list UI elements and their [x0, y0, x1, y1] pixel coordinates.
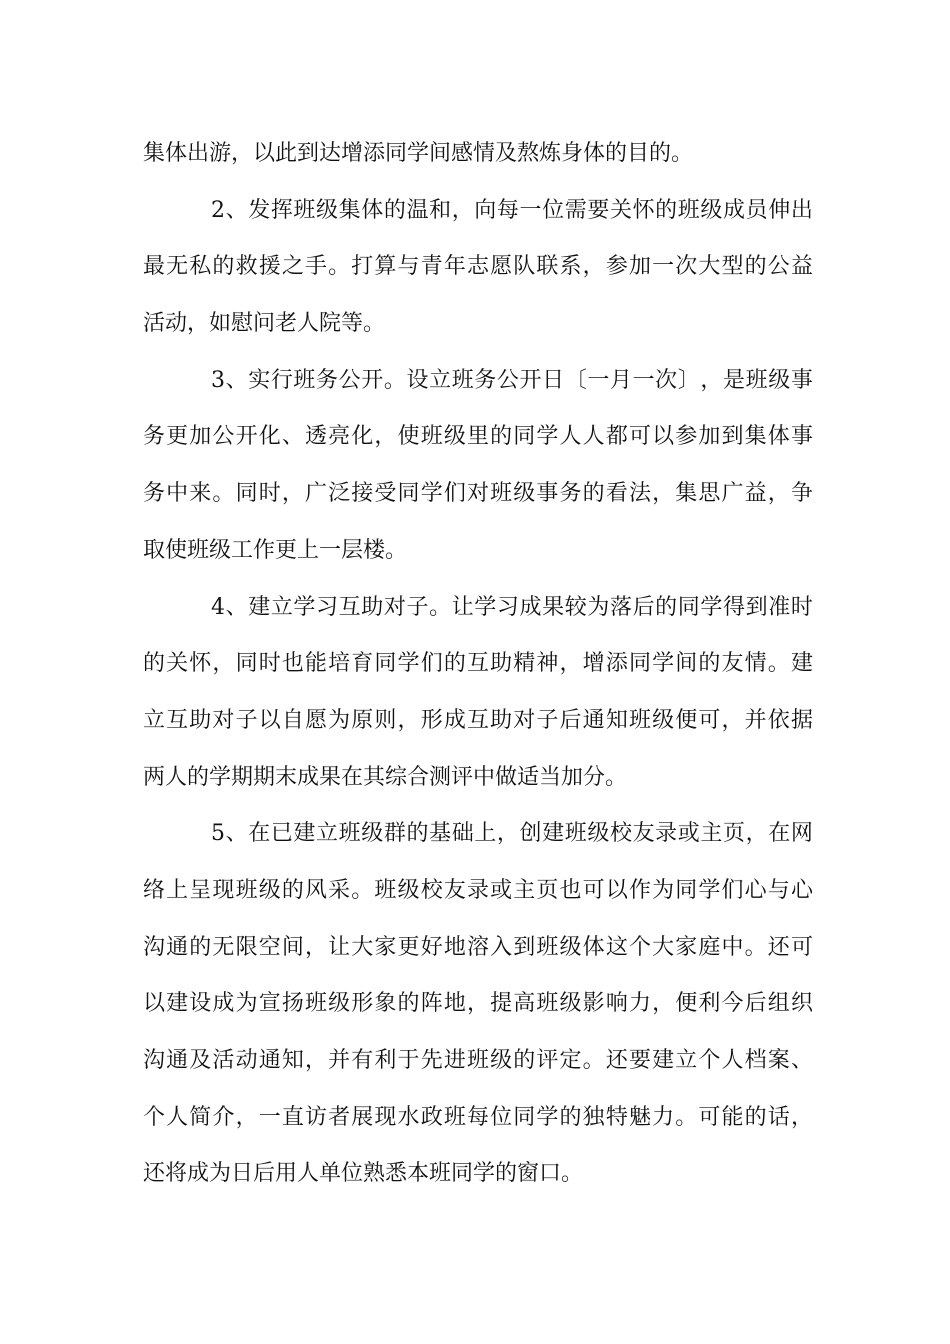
paragraph-3-start: 3 、 实 行 班 务 公 开 。 设 立 班 务 公 开 日 〔 一 月 一 次 〕 ， 是 班 级 事	[211, 367, 813, 393]
text-line: 立 互 助 对 子 以 自 愿 为 原 则 ， 形 成 互 助 对 子 后 通 知 班 级 便 可 ， 并 依 据	[143, 707, 813, 733]
paragraph-4-start: 4 、 建 立 学 习 互 助 对 子 。 让 学 习 成 果 较 为 落 后 的 同 学 得 到 准 时	[211, 594, 813, 620]
body-text	[143, 126, 813, 1203]
text-line: 个 人 简 介 ， 一 直 访 者 展 现 水 政 班 每 位 同 学 的 独 特 魅 力 。 可 能 的 话 ，	[143, 1104, 813, 1130]
text-line: 两人的学期期末成果在其综合测评中做适当加分。	[143, 764, 628, 790]
text-line: 取使班级工作更上一层楼。	[143, 537, 408, 563]
text-line: 最 无 私 的 救 援 之 手 。 打 算 与 青 年 志 愿 队 联 系 ， 参 加 一 次 大 型 的 公 益	[143, 254, 813, 280]
paragraph-2-start: 2 、 发 挥 班 级 集 体 的 温 和 ， 向 每 一 位 需 要 关 怀 的 班 级 成 员 伸 出	[211, 197, 813, 223]
text-line: 务 更 加 公 开 化 、 透 亮 化 ， 使 班 级 里 的 同 学 人 人 都 可 以 参 加 到 集 体 事	[143, 424, 813, 450]
text-line: 沟 通 的 无 限 空 间 ， 让 大 家 更 好 地 溶 入 到 班 级 体 这 个 大 家 庭 中 。 还 可	[143, 934, 813, 960]
text-line: 务 中 来 。 同 时 ， 广 泛 接 受 同 学 们 对 班 级 事 务 的 看 法 ， 集 思 广 益 ， 争	[143, 481, 813, 507]
paragraph-5-start: 5 、 在 已 建 立 班 级 群 的 基 础 上 ， 创 建 班 级 校 友 录 或 主 页 ， 在 网	[211, 821, 813, 847]
text-line: 的 关 怀 ， 同 时 也 能 培 育 同 学 们 的 互 助 精 神 ， 增 添 同 学 间 的 友 情 。 建	[143, 651, 813, 677]
text-line: 络 上 呈 现 班 级 的 风 采 。 班 级 校 友 录 或 主 页 也 可 以 作 为 同 学 们 心 与 心	[143, 877, 813, 903]
text-line: 沟 通 及 活 动 通 知 ， 并 有 利 于 先 进 班 级 的 评 定 。 还 要 建 立 个 人 档 案 、	[143, 1048, 813, 1073]
text-line: 以 建 设 成 为 宣 扬 班 级 形 象 的 阵 地 ， 提 高 班 级 影 响 力 ， 便 利 今 后 组 织	[143, 991, 813, 1017]
text-line: 集体出游，以此到达增添同学间感情及熬炼身体的目的。	[143, 141, 694, 166]
text-line: 还将成为日后用人单位熟悉本班同学的窗口。	[143, 1161, 584, 1187]
text-line: 活动，如慰问老人院等。	[143, 311, 386, 337]
